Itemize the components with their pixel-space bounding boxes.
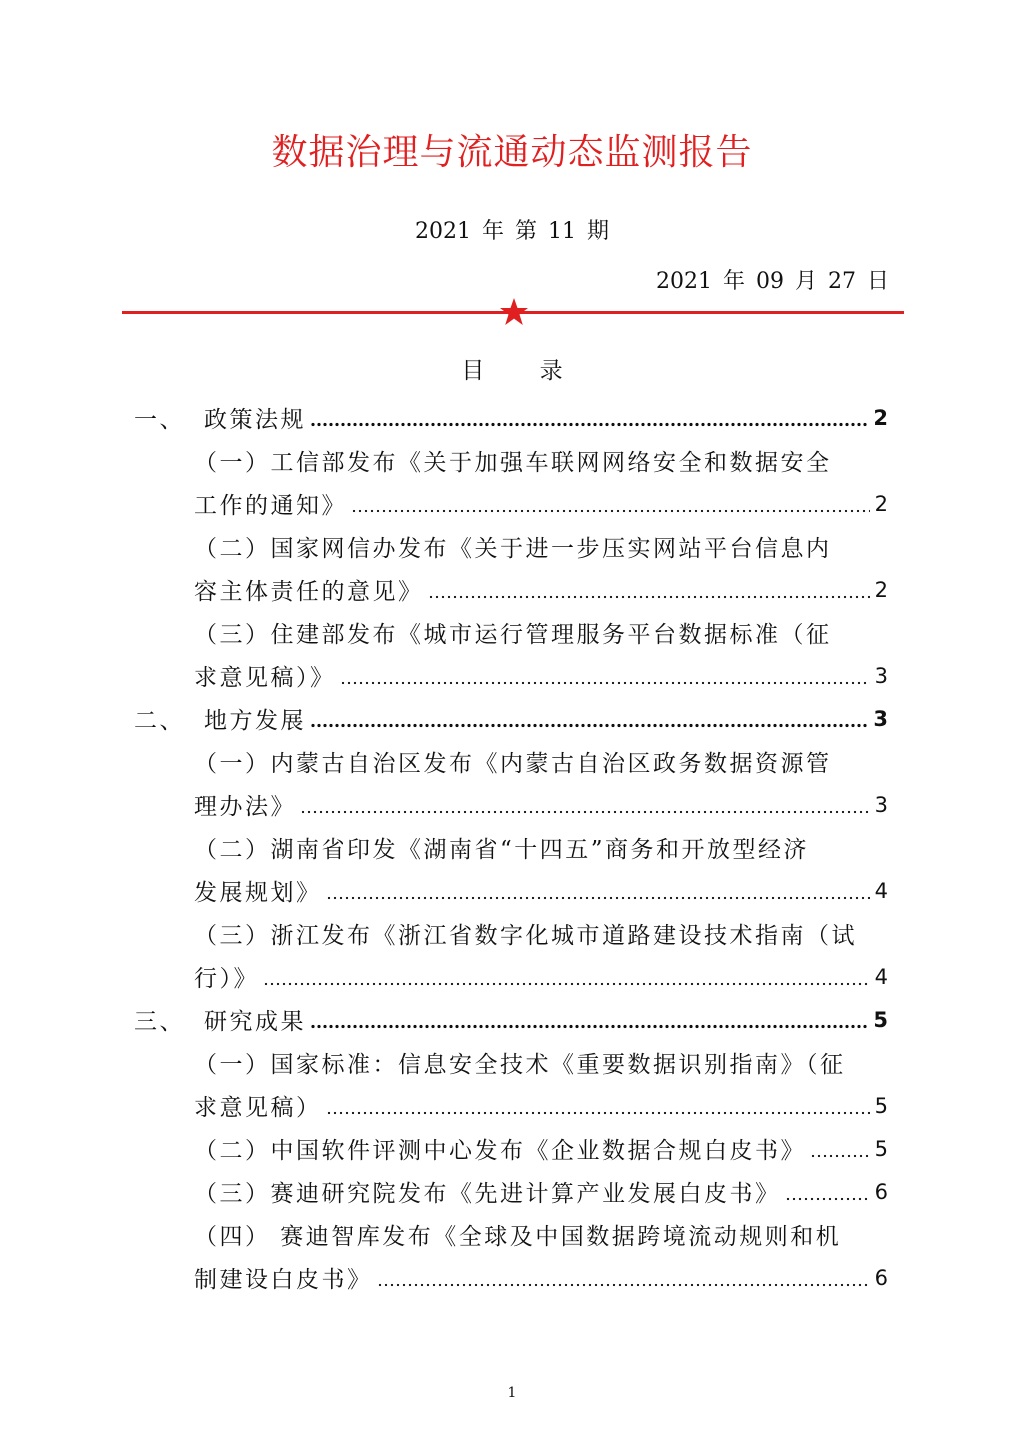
section-number: 一、 [134, 407, 185, 433]
toc-item-3-3[interactable] [134, 1170, 888, 1213]
item-title-cont: 发展规划》 [194, 880, 322, 906]
item-title: （三）赛迪研究院发布《先进计算产业发展白皮书》 [194, 1181, 781, 1207]
page-number: 5 [873, 1007, 888, 1032]
toc-item-1-1-cont[interactable] [134, 482, 888, 525]
page-number: 4 [874, 878, 888, 903]
table-of-contents [134, 396, 888, 1299]
toc-item-1-3-cont[interactable] [134, 654, 888, 697]
toc-item-1-2-cont[interactable] [134, 568, 888, 611]
item-title: （二）湖南省印发《湖南省“十四五”商务和开放型经济 [194, 837, 810, 863]
dot-leader [810, 1154, 870, 1158]
page-number: 6 [874, 1265, 888, 1290]
item-title: （二）中国软件评测中心发布《企业数据合规白皮书》 [194, 1138, 806, 1164]
toc-item-2-1[interactable] [134, 740, 888, 783]
page-number: 5 [874, 1136, 888, 1161]
page-number: 2 [874, 491, 888, 516]
dot-leader [310, 422, 869, 427]
dot-leader [428, 595, 871, 599]
toc-heading: 目 录 [461, 358, 587, 384]
report-title: 数据治理与流通动态监测报告 [271, 132, 753, 173]
toc-item-3-4-cont[interactable] [134, 1256, 888, 1299]
issue-number: 2021 年 第 11 期 [415, 219, 609, 244]
page-number: 2 [874, 577, 888, 602]
toc-section-3[interactable] [134, 998, 888, 1041]
dot-leader [310, 723, 869, 728]
toc-item-2-3-cont[interactable] [134, 955, 888, 998]
item-title-cont: 求意见稿）》 [194, 665, 336, 691]
toc-item-3-1[interactable] [134, 1041, 888, 1084]
dot-leader [377, 1283, 871, 1287]
toc-item-1-1[interactable] [134, 439, 888, 482]
item-title: （一）国家标准：信息安全技术《重要数据识别指南》（征 [194, 1052, 846, 1078]
dot-leader [310, 1024, 869, 1029]
toc-item-1-2[interactable] [134, 525, 888, 568]
toc-item-1-3[interactable] [134, 611, 888, 654]
item-title: （二）国家网信办发布《关于进一步压实网站平台信息内 [194, 536, 832, 562]
dot-leader [326, 1111, 871, 1115]
page-number: 3 [873, 706, 888, 731]
item-title: （一）工信部发布《关于加强车联网网络安全和数据安全 [194, 450, 832, 476]
item-title-cont: 求意见稿） [194, 1095, 322, 1121]
toc-item-2-3[interactable] [134, 912, 888, 955]
page-number: 5 [874, 1093, 888, 1118]
dot-leader [785, 1197, 871, 1201]
page-number: 2 [873, 405, 888, 430]
item-title-cont: 理办法》 [194, 794, 296, 820]
item-title-cont: 制建设白皮书》 [194, 1267, 373, 1293]
section-title: 地方发展 [204, 708, 306, 734]
page-number: 6 [874, 1179, 888, 1204]
section-title: 政策法规 [204, 407, 306, 433]
dot-leader [340, 681, 871, 685]
dot-leader [263, 982, 870, 986]
item-title-cont: 工作的通知》 [194, 493, 347, 519]
toc-item-3-2[interactable] [134, 1127, 888, 1170]
section-number: 二、 [134, 708, 185, 734]
dot-leader [351, 509, 870, 513]
toc-item-2-2-cont[interactable] [134, 869, 888, 912]
toc-item-2-1-cont[interactable] [134, 783, 888, 826]
toc-item-3-4[interactable] [134, 1213, 888, 1256]
page-number: 4 [874, 964, 888, 989]
issue-date: 2021 年 09 月 27 日 [656, 269, 889, 294]
item-title-cont: 行）》 [194, 966, 259, 992]
star-icon [498, 296, 530, 328]
dot-leader [326, 896, 871, 900]
item-title: （三）浙江发布《浙江省数字化城市道路建设技术指南（试 [194, 923, 857, 949]
toc-item-2-2[interactable] [134, 826, 888, 869]
section-number: 三、 [134, 1009, 185, 1035]
item-title: （三）住建部发布《城市运行管理服务平台数据标准（征 [194, 622, 832, 648]
dot-leader [300, 810, 870, 814]
item-title-cont: 容主体责任的意见》 [194, 579, 424, 605]
toc-section-2[interactable] [134, 697, 888, 740]
item-title: （一）内蒙古自治区发布《内蒙古自治区政务数据资源管 [194, 751, 832, 777]
toc-section-1[interactable] [134, 396, 888, 439]
toc-item-3-1-cont[interactable] [134, 1084, 888, 1127]
item-title: （四） 赛迪智库发布《全球及中国数据跨境流动规则和机 [194, 1224, 842, 1250]
page-footer-number: 1 [507, 1385, 517, 1401]
page-number: 3 [874, 663, 888, 688]
section-title: 研究成果 [204, 1009, 306, 1035]
page-number: 3 [874, 792, 888, 817]
